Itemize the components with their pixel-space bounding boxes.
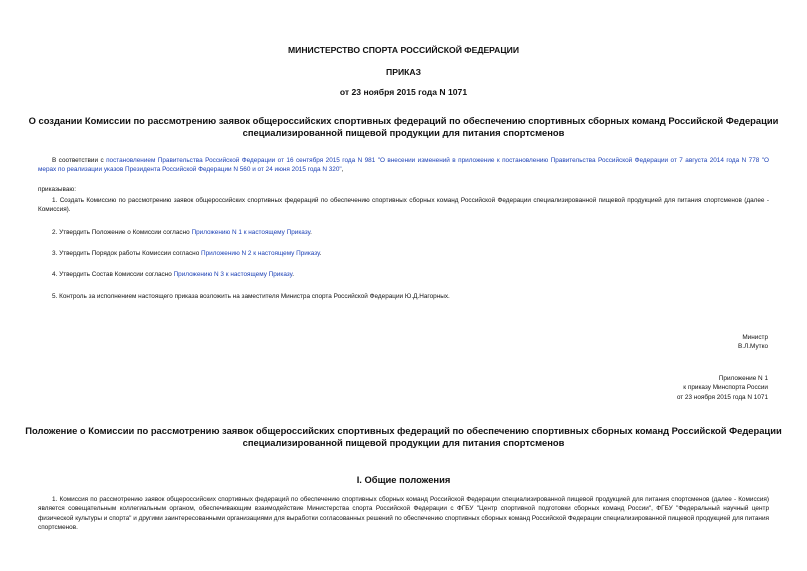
order-item-1: 1. Создать Комиссию по рассмотрению заявок общероссийских спортивных федераций по обеспечению спортивных сборных команд Российской Федерации специализированной пищевой продукцией для питания спортсменов (далее - Комиссия). (38, 197, 769, 214)
appendix-1-link[interactable]: Приложению N 1 к настоящему Приказу (191, 229, 311, 236)
regulation-title-line-1: Положение о Комиссии по рассмотрению заявок общероссийских спортивных федераций по обеспечению спортивных сборных команд Российской Федерации (25, 425, 782, 436)
order-item-4-period: . (292, 271, 294, 278)
order-item-3 (52, 249, 321, 258)
order-item-5: 5. Контроль за исполнением настоящего приказа возложить на заместителя Министра спорта Российской Федерации Ю.Д.Нагорных. (52, 293, 450, 300)
preamble-suffix: , (341, 166, 344, 174)
appendix-line-2: к приказу Минспорта России (683, 384, 768, 392)
order-item-4 (52, 270, 294, 279)
signature-title: Министр (742, 334, 768, 341)
order-item-2-period: . (310, 229, 312, 236)
order-item-2-text: 2. Утвердить Положение о Комиссии согласно (52, 229, 192, 236)
order-title-line-1: О создании Комиссии по рассмотрению заявок общероссийских спортивных федераций по обеспечению спортивных сборных команд Российской Федерации (28, 115, 779, 126)
regulation-title-line-2: специализированной пищевой продукции для питания спортсменов (242, 437, 565, 448)
ministry-title: МИНИСТЕРСТВО СПОРТА РОССИЙСКОЙ ФЕДЕРАЦИИ (287, 45, 519, 55)
section-paragraph-1: 1. Комиссия по рассмотрению заявок общероссийских спортивных федераций по обеспечению спортивных сборных команд Российской Федерации специализированной пищевой продукцией для питания спортсменов (далее - Комиссия) является совещательным коллегиальным органом, обеспечивающим взаимодействие Министерства спорта Российской Федерации с ФГБУ "Центр спортивной подготовки сборных команд России", ФГБУ "Федеральный научный центр физической культуры и спорта" и другими заинтересованными организациями для выработки согласованных решений по обеспечению спортивных сборных команд Российской Федерации специализированной пищевой продукцией для питания спортсменов. (38, 496, 769, 532)
preamble-prefix: В соответствии с (52, 157, 107, 164)
document-date: от 23 ноября 2015 года N 1071 (339, 87, 468, 97)
appendix-line-1: Приложение N 1 (718, 375, 768, 382)
order-word: приказываю: (38, 186, 76, 193)
order-item-2 (52, 228, 312, 237)
section-heading: I. Общие положения (356, 474, 451, 485)
order-item-3-text: 3. Утвердить Порядок работы Комиссии согласно (52, 250, 202, 257)
appendix-3-link[interactable]: Приложению N 3 к настоящему Приказу (173, 271, 293, 278)
regulation-title (0, 425, 807, 449)
appendix-2-link[interactable]: Приложению N 2 к настоящему Приказу (201, 250, 320, 257)
preamble (38, 156, 769, 175)
order-title (0, 115, 807, 139)
order-title-line-2: специализированной пищевой продукции для питания спортсменов (242, 127, 565, 138)
appendix-line-3: от 23 ноября 2015 года N 1071 (676, 393, 768, 401)
order-item-4-text: 4. Утвердить Состав Комиссии согласно (52, 271, 174, 278)
signature-name: В.Л.Мутко (738, 343, 768, 351)
signature (738, 333, 768, 352)
document-type: ПРИКАЗ (386, 67, 421, 77)
resolution-link[interactable]: постановлением Правительства Российской Федерации от 16 сентября 2015 года N 981 "О внесении изменений в приложение к постановлению Правительства Российской Федерации от 7 августа 2014 года N 778 "О мерах по реализации указов Президента Российской Федерации N 560 и от 24 июня 2015 года N 320" (38, 157, 769, 174)
order-item-3-period: . (319, 250, 322, 257)
appendix-header (677, 374, 768, 402)
